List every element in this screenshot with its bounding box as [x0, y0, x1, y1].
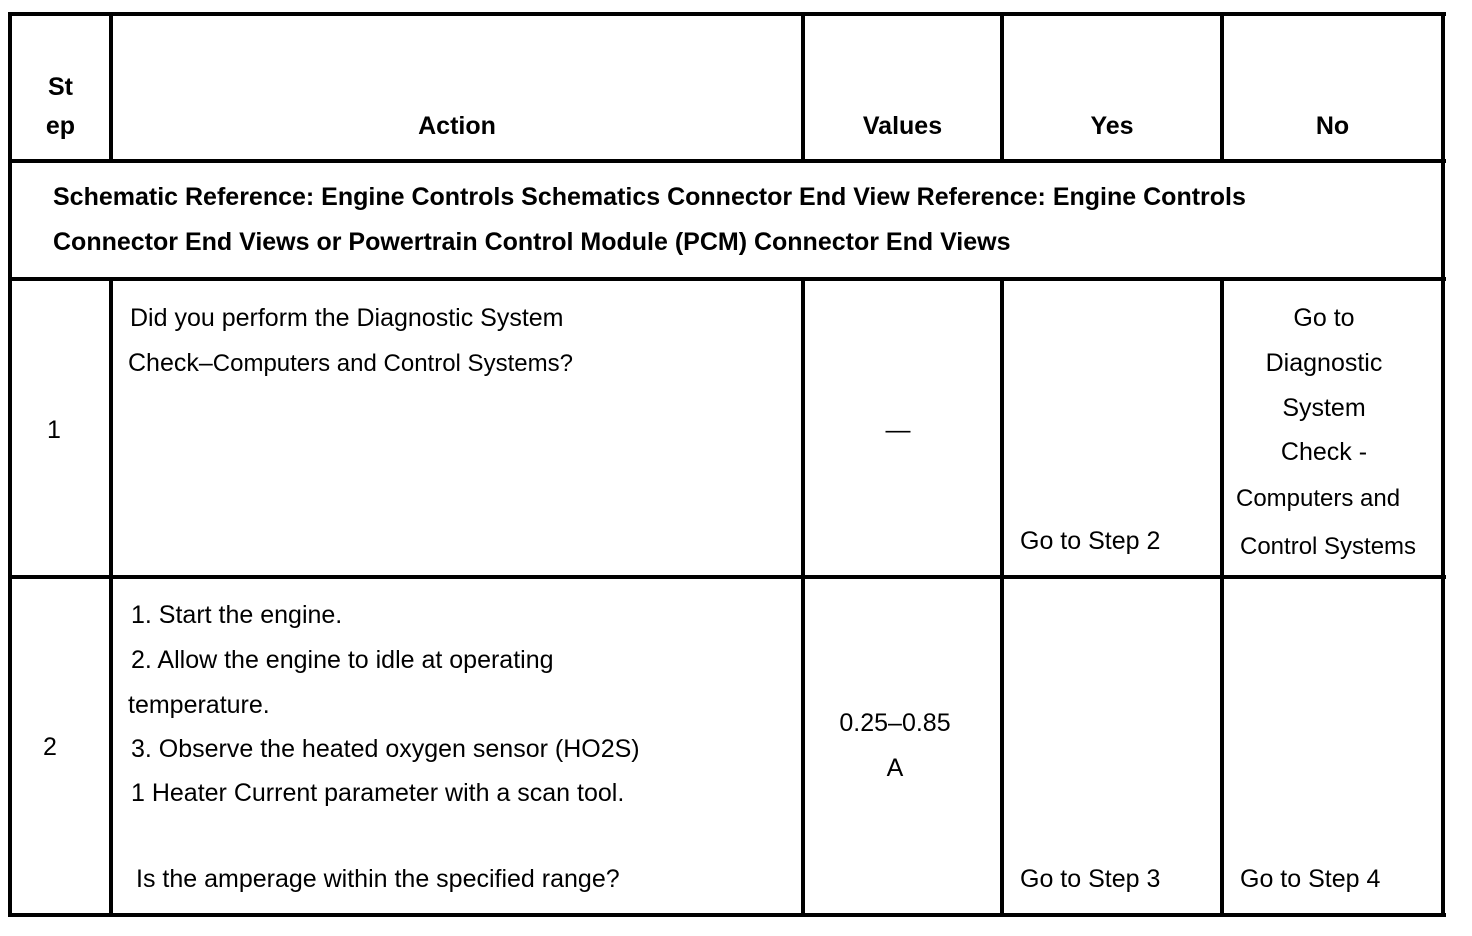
value-text: 0.25–0.85	[839, 709, 951, 737]
action-text-line: 3. Observe the heated oxygen sensor (HO2S)	[131, 735, 640, 763]
header-no: No	[1315, 112, 1350, 140]
column-divider-step	[109, 277, 113, 917]
action-text-line	[128, 341, 573, 386]
action-text-line: 2. Allow the engine to idle at operating	[131, 646, 554, 674]
header-divider	[8, 159, 1446, 163]
action-text-line: Did you perform the Diagnostic System	[130, 304, 564, 332]
column-divider-values	[1000, 277, 1004, 917]
step-number: 1	[47, 416, 61, 444]
no-action-line: System	[1282, 394, 1366, 422]
step-number: 2	[43, 733, 57, 761]
no-action-line: Diagnostic	[1265, 349, 1383, 377]
value-unit: A	[886, 754, 904, 782]
header-step-line2: ep	[45, 112, 76, 140]
reference-divider	[8, 277, 1446, 281]
header-yes: Yes	[1090, 112, 1134, 140]
table-border-right	[1441, 12, 1445, 917]
yes-action: Go to Step 2	[1020, 527, 1161, 555]
header-step-line1: St	[48, 73, 73, 101]
action-text-fragment: Check–	[128, 349, 213, 377]
table-border-bottom	[8, 913, 1446, 917]
column-divider-action	[801, 277, 805, 917]
table-border-top	[8, 12, 1446, 16]
action-question: Is the amperage within the specified range?	[136, 865, 620, 893]
no-action-line: Computers and	[1236, 485, 1401, 512]
schematic-reference-line2: Connector End Views or Powertrain Control Module (PCM) Connector End Views	[53, 228, 1011, 256]
no-action-line: Control Systems	[1240, 533, 1417, 560]
header-action: Action	[418, 112, 496, 140]
no-action: Go to Step 4	[1240, 865, 1381, 893]
action-text-line: 1. Start the engine.	[131, 601, 343, 629]
value-text: —	[885, 416, 911, 444]
yes-action: Go to Step 3	[1020, 865, 1161, 893]
no-action-line: Go to	[1293, 304, 1355, 332]
schematic-reference-line1: Schematic Reference: Engine Controls Schematics Connector End View Reference: Engine Controls	[53, 183, 1246, 211]
action-text-line: 1 Heater Current parameter with a scan tool.	[131, 779, 625, 807]
action-text-fragment: Computers and Control Systems?	[212, 350, 573, 377]
row-divider	[8, 575, 1446, 579]
action-text-line: temperature.	[128, 691, 270, 719]
header-values: Values	[862, 112, 943, 140]
no-action-line: Check -	[1280, 438, 1368, 466]
